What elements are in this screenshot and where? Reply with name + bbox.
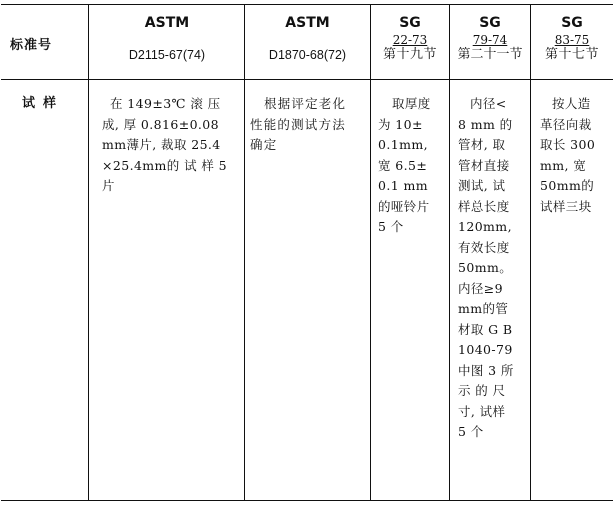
- text-line: 0.1 mm: [378, 178, 428, 193]
- standard-name: ASTM: [144, 15, 190, 31]
- text-line: 0.1mm,: [378, 137, 428, 152]
- text-line: 管材直接: [458, 157, 510, 173]
- text-line: 样总长度: [458, 198, 510, 214]
- standard-name: SG: [561, 15, 583, 31]
- col-divider-4: [449, 4, 450, 501]
- header-col-sg-79-74: [450, 14, 530, 62]
- text-line: 在 149±3℃ 滚 压: [110, 96, 221, 111]
- text-line: 片: [102, 178, 115, 193]
- text-line: 根据评定老化: [264, 96, 347, 111]
- text-line: 取长 300: [540, 137, 596, 152]
- text-line: 试样三块: [540, 198, 592, 214]
- text-line: 革径向裁: [540, 116, 592, 132]
- standard-name: ASTM: [285, 15, 330, 31]
- text-line: mm的管: [458, 301, 509, 316]
- standard-year: 22-73: [392, 33, 428, 47]
- standard-year: 79-74: [472, 33, 508, 47]
- table-top-rule: [1, 4, 613, 5]
- text-line: 中图 3 所: [458, 362, 514, 378]
- text-line: 内径≥9: [458, 280, 504, 296]
- col-divider-3: [370, 4, 371, 501]
- text-line: 1040-79: [458, 342, 513, 357]
- text-line: ×25.4mm的 试 样 5: [102, 157, 227, 173]
- col-divider-2: [244, 4, 245, 501]
- header-bottom-rule: [1, 79, 613, 80]
- standard-year: 83-75: [554, 33, 590, 47]
- text-line: 为 10±: [378, 116, 423, 132]
- text-line: 示 的 尺: [458, 383, 506, 398]
- text-line: 50mm的: [540, 178, 595, 193]
- standard-code: D2115-67(74): [128, 48, 206, 62]
- text-line: 内径<: [470, 96, 507, 111]
- text-line: mm, 宽: [540, 157, 587, 173]
- header-col-astm-d2115: [92, 14, 242, 64]
- row-label-specimen: 试样: [22, 96, 65, 111]
- standard-section: 第十九节: [382, 47, 437, 62]
- text-line: 5 个: [378, 219, 404, 234]
- standard-name: SG: [479, 15, 501, 31]
- text-line: 50mm。: [458, 260, 513, 275]
- standard-name: SG: [399, 15, 421, 31]
- text-line: 的哑铃片: [378, 198, 430, 214]
- header-row-label: 标准号: [10, 38, 53, 53]
- text-line: 有效长度: [458, 239, 510, 255]
- header-col-sg-83-75: [531, 14, 613, 62]
- header-col-astm-d1870: [247, 14, 368, 64]
- text-line: 管材, 取: [458, 137, 506, 152]
- standard-section: 第十七节: [544, 47, 599, 62]
- text-line: 取厚度: [392, 96, 431, 111]
- specimen-astm-d2115: [102, 94, 242, 197]
- standard-section: 第二十一节: [457, 47, 523, 62]
- text-line: 测试, 试: [458, 178, 506, 193]
- text-line: 材取 G B: [458, 321, 513, 337]
- header-col-sg-22-73: [372, 14, 448, 62]
- text-line: 寸, 试样: [458, 403, 506, 419]
- text-line: 5 个: [458, 424, 484, 439]
- text-line: mm薄片, 裁取 25.4: [102, 137, 221, 152]
- table-bottom-rule: [1, 500, 613, 501]
- text-line: 120mm,: [458, 219, 512, 234]
- col-divider-5: [530, 4, 531, 501]
- col-divider-1: [88, 4, 89, 501]
- text-line: 成, 厚 0.816±0.08: [102, 116, 220, 132]
- text-line: 按人造: [552, 96, 591, 111]
- specimen-sg-79-74: [458, 94, 530, 443]
- text-line: 确定: [250, 137, 278, 152]
- text-line: 性能的测试方法: [250, 116, 346, 132]
- specimen-astm-d1870: [250, 94, 368, 156]
- standard-code: D1870-68(72): [268, 48, 347, 62]
- text-line: 宽 6.5±: [378, 157, 428, 173]
- specimen-sg-83-75: [540, 94, 613, 217]
- text-line: 8 mm 的: [458, 116, 513, 132]
- specimen-sg-22-73: [378, 94, 448, 238]
